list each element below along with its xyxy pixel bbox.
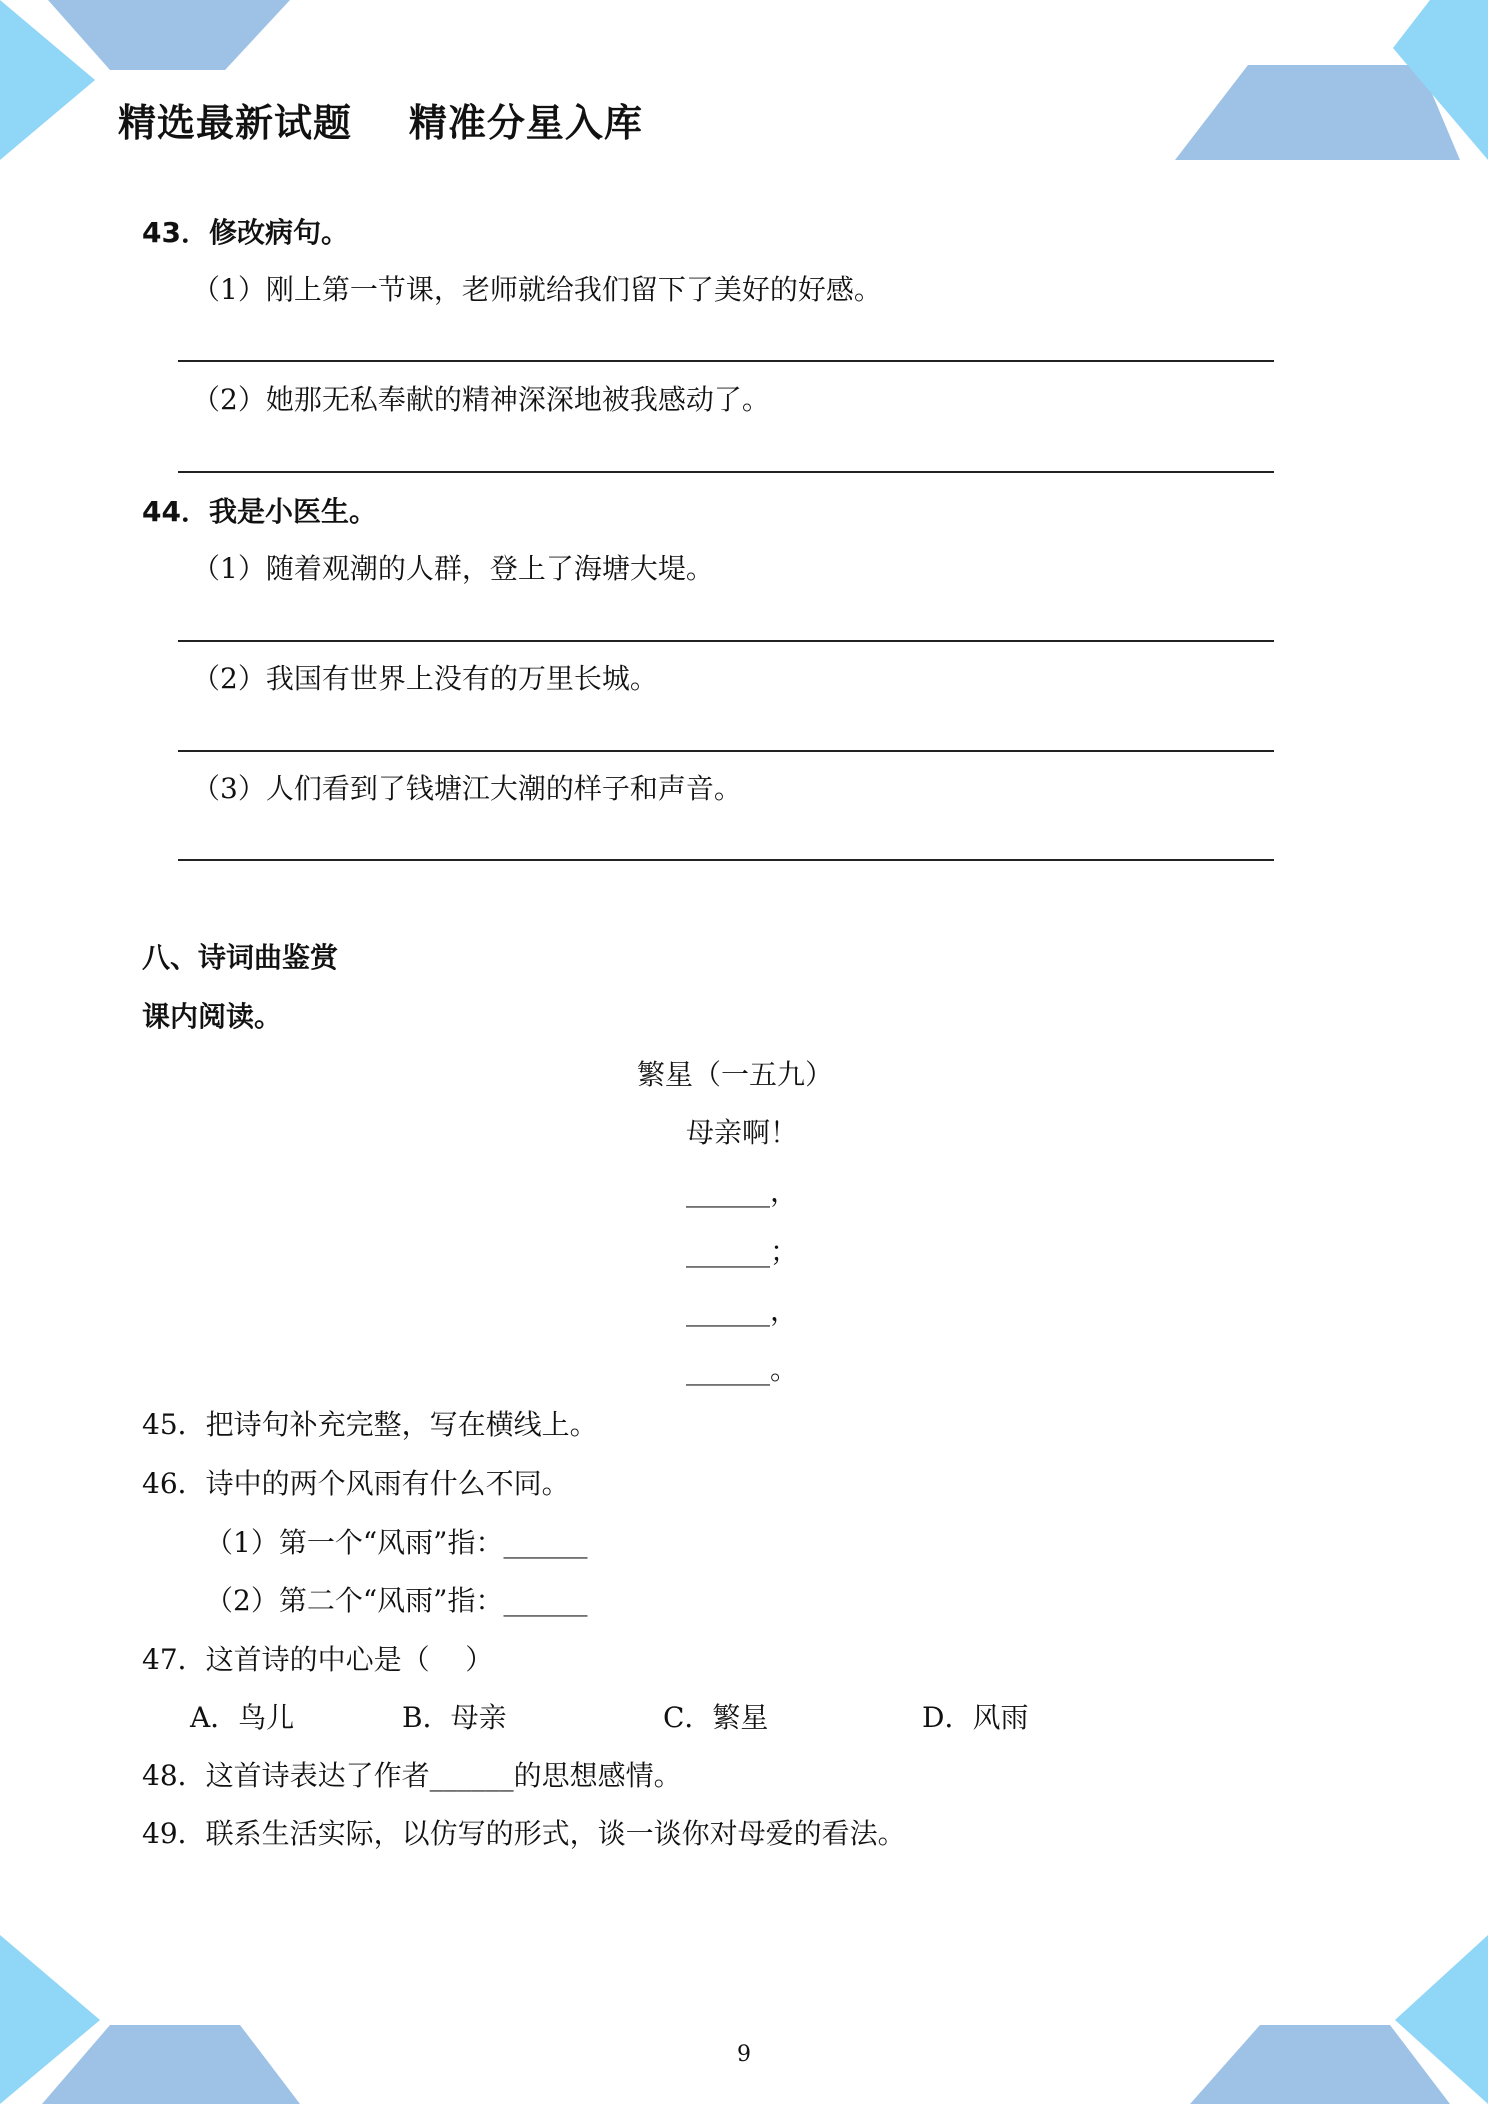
q48: 48．这首诗表达了作者______的思想感情。	[142, 1759, 682, 1792]
q47-option-d[interactable]: D．风雨	[922, 1701, 1029, 1734]
section8-title: 八、诗词曲鉴赏	[142, 941, 339, 974]
poem-line-4: ______，	[686, 1294, 799, 1327]
q45: 45．把诗句补充完整，写在横线上。	[142, 1408, 598, 1441]
poem-line-1: 母亲啊！	[686, 1116, 799, 1149]
q43-title: 43．修改病句。	[142, 216, 349, 249]
q44-answer-line-2[interactable]	[178, 750, 1274, 752]
poem-line-2: ______，	[686, 1175, 799, 1208]
q47-option-b[interactable]: B．母亲	[402, 1701, 507, 1734]
deco-top-right-trapezoid	[1175, 65, 1460, 160]
q43-sentence-2: （2）她那无私奉献的精神深深地被我感动了。	[192, 383, 770, 416]
q43-answer-line-1[interactable]	[178, 360, 1274, 362]
section8-subtitle: 课内阅读。	[142, 1000, 283, 1033]
q47: 47．这首诗的中心是（ ）	[142, 1643, 494, 1676]
deco-bottom-left-triangle	[0, 1935, 100, 2104]
q43-sentence-1: （1）刚上第一节课，老师就给我们留下了美好的好感。	[192, 273, 882, 306]
poem-line-3: ______；	[686, 1235, 799, 1268]
q46-part-2: （2）第二个“风雨”指：______	[205, 1584, 588, 1617]
q44-answer-line-3[interactable]	[178, 859, 1274, 861]
deco-top-left-trapezoid	[48, 0, 290, 70]
q46: 46．诗中的两个风雨有什么不同。	[142, 1467, 570, 1500]
deco-top-right-triangle	[1393, 0, 1488, 160]
q44-answer-line-1[interactable]	[178, 640, 1274, 642]
q44-sentence-1: （1）随着观潮的人群，登上了海塘大堤。	[192, 552, 714, 585]
q49: 49．联系生活实际，以仿写的形式，谈一谈你对母爱的看法。	[142, 1817, 906, 1850]
q43-answer-line-2[interactable]	[178, 471, 1274, 473]
poem-title: 繁星（一五九）	[636, 1058, 833, 1091]
deco-top-left-triangle	[0, 0, 95, 160]
q46-part-1: （1）第一个“风雨”指：______	[205, 1526, 588, 1559]
deco-bottom-right-triangle	[1395, 1935, 1488, 2104]
page-number: 9	[737, 2042, 751, 2067]
header-title: 精选最新试题 精准分星入库	[118, 101, 643, 145]
q47-option-a[interactable]: A．鸟儿	[190, 1701, 295, 1734]
q44-sentence-2: （2）我国有世界上没有的万里长城。	[192, 662, 658, 695]
poem-line-5: ______。	[686, 1353, 799, 1386]
q44-title: 44．我是小医生。	[142, 495, 377, 528]
q47-option-c[interactable]: C．繁星	[663, 1701, 769, 1734]
q44-sentence-3: （3）人们看到了钱塘江大潮的样子和声音。	[192, 772, 742, 805]
